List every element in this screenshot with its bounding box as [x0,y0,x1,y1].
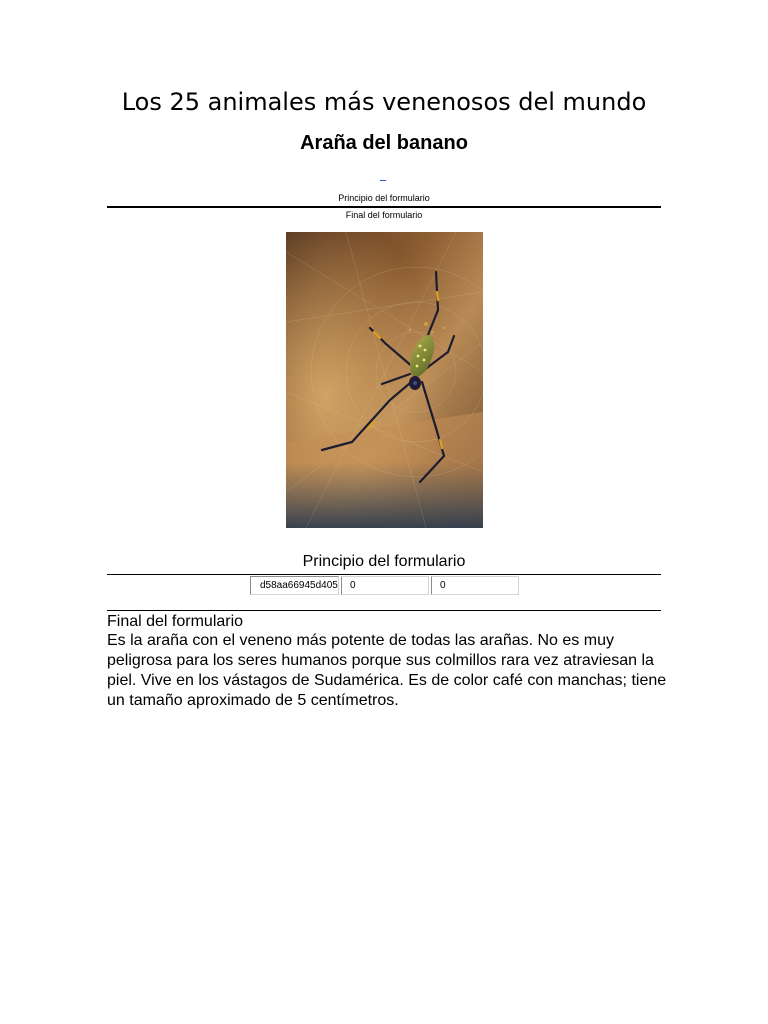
hidden-field-token[interactable]: d58aa66945d405 [250,576,339,595]
form-start-label-large: Principio del formulario [302,553,466,570]
hidden-field-value-2[interactable]: 0 [431,576,519,595]
form-divider [107,206,661,208]
section-heading: Araña del banano [300,132,468,154]
page-title: Los 25 animales más venenosos del mundo [121,88,647,116]
form-end-label: Final del formulario [345,210,423,220]
form-divider-top [107,574,661,575]
form-divider-bottom [107,610,661,611]
form-end-label-large: Final del formulario [107,613,244,630]
anchor-link[interactable] [380,170,386,181]
form-start-label: Principio del formulario [338,193,430,203]
description-paragraph: Es la araña con el veneno más potente de todas las arañas. No es muy peligrosa para los seres humanos porque sus colmillos rara vez atraviesan la piel. Vive en los vástagos de Sudamérica. Es de color café con manchas; tiene un tamaño aproximado de 5 centímetros. [107,632,667,709]
spider-photo [286,232,483,528]
hidden-field-value-1[interactable]: 0 [341,576,429,595]
